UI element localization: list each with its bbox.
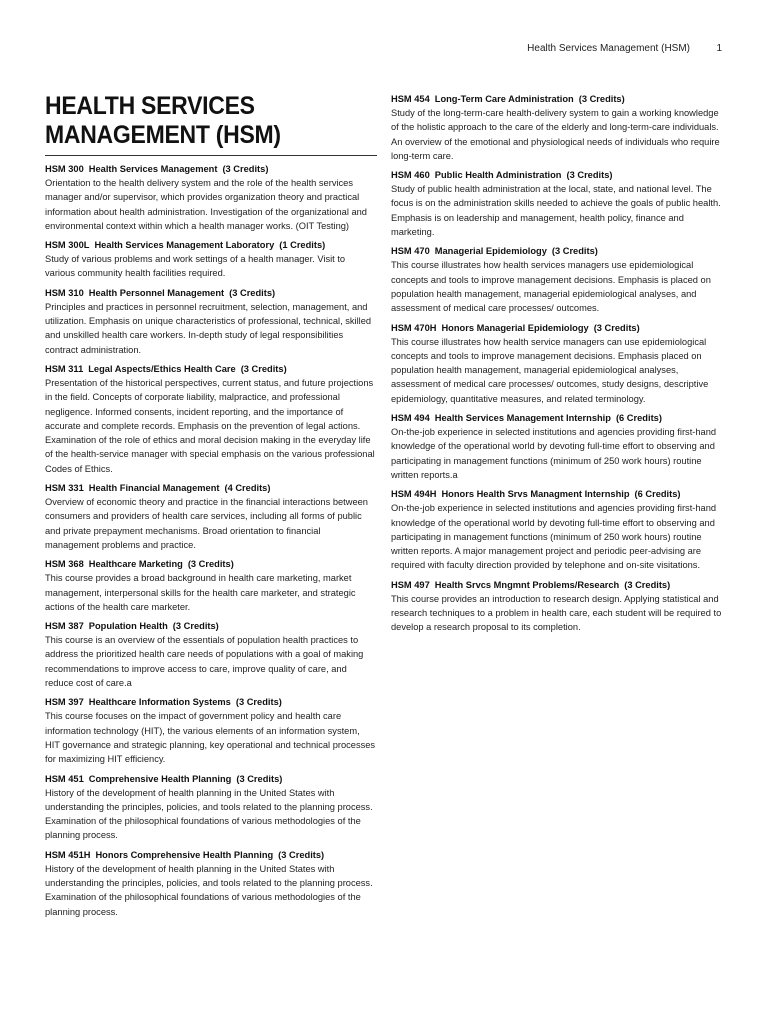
course-heading — [45, 848, 377, 862]
course-credits: (3 Credits) — [229, 287, 276, 298]
course-code: HSM 451H — [45, 849, 91, 860]
course-code: HSM 387 — [45, 621, 84, 632]
course-credits: (3 Credits) — [593, 322, 640, 333]
course-code: HSM 494 — [391, 413, 430, 424]
course-entry — [45, 619, 377, 690]
page-title — [45, 92, 350, 152]
course-code: HSM 368 — [45, 559, 84, 570]
course-credits: (3 Credits) — [187, 559, 234, 570]
course-code: HSM 470 — [391, 246, 430, 257]
course-heading — [45, 286, 377, 300]
course-description: Study of various problems and work settings of a health manager. Visit to various community health facilities required. — [45, 254, 346, 279]
course-description: On-the-job experience in selected institutions and agencies providing first-hand knowledge of the operational world by devoting full-time effort to observing and participating in management functions (minimum of 250 work hours) routine written reports.a — [391, 427, 717, 480]
course-name: Honors Health Srvs Managment Internship — [441, 489, 630, 500]
course-entry — [45, 481, 377, 552]
course-heading — [391, 578, 723, 592]
course-name: Honors Managerial Epidemiology — [441, 322, 589, 333]
course-name: Honors Comprehensive Health Planning — [95, 849, 274, 860]
course-description: This course focuses on the impact of government policy and health care information technology (HIT), the various elements of an information system, HIT governance and strategic planning, key operational and technical processes for maximizing HIT efficiency. — [45, 711, 376, 765]
course-code: HSM 494H — [391, 489, 437, 500]
course-name: Health Services Management — [88, 164, 218, 174]
course-heading — [391, 244, 723, 258]
course-heading — [391, 168, 723, 182]
course-code: HSM 310 — [45, 287, 84, 298]
course-entry — [45, 362, 377, 476]
page-title-line-1: HEALTH SERVICES — [45, 92, 255, 120]
course-heading — [45, 162, 377, 176]
course-credits: (3 Credits) — [235, 697, 282, 708]
course-description: Presentation of the historical perspectives, current status, and future projections in the field. Concepts of corporate liability, malpractice, and professional negligence. Informed consents, incident reporting, and the importance of accurate and complete records. Emphasis on the prevention of legal actions. Examination of the role of ethics and moral decision making in the everyday life of the health-service manager with special emphasis on the various professional Codes of Ethics. — [45, 377, 375, 474]
course-credits: (4 Credits) — [224, 483, 271, 494]
course-heading — [45, 619, 377, 633]
course-description: Principles and practices in personnel recruitment, selection, management, and utilization. Emphasis on unique characteristics of professional, technical, skilled and unskilled health care workers. In-depth study of legal responsibilities contract administration. — [45, 301, 372, 355]
course-credits: (3 Credits) — [240, 363, 287, 374]
course-description: This course illustrates how health services managers use epidemiological concepts and tools to improve management decisions. Emphasis is placed on population health management, managerial epidemiological analyses, and assessment of medical care processes/ outcomes. — [391, 260, 711, 314]
course-entry — [391, 321, 723, 406]
course-heading — [391, 487, 723, 501]
course-entry — [391, 168, 723, 239]
course-name: Health Services Management Internship — [434, 413, 611, 424]
course-description: Orientation to the health delivery system and the role of the health services manager and/or supervisor, which provides organization theory and practical information about health administration. Investigation of the organizational and environmental context within which a health manager works. (OIT Testing) — [45, 178, 367, 231]
course-name: Population Health — [88, 621, 168, 632]
course-description: This course provides a broad background in health care marketing, market management, interpersonal skills for the health care marketer, and strategic actions of the health care marketer. — [45, 573, 356, 612]
course-entry — [391, 244, 723, 315]
course-credits: (3 Credits) — [578, 94, 625, 104]
course-entry — [391, 578, 723, 635]
course-heading — [391, 92, 723, 106]
course-description: Study of public health administration at the local, state, and national level. The focus is on the administration skills needed to achieve the goals of public health. Emphasis is on leadership and management, health policy, finance and marketing. — [391, 184, 721, 238]
course-heading — [45, 695, 377, 709]
course-credits: (3 Credits) — [278, 849, 325, 860]
course-name: Healthcare Marketing — [88, 559, 183, 570]
course-heading — [45, 772, 377, 786]
course-heading — [45, 557, 377, 571]
course-entry — [45, 557, 377, 614]
course-code: HSM 300L — [45, 240, 90, 251]
course-code: HSM 460 — [391, 170, 430, 181]
course-credits: (3 Credits) — [566, 170, 613, 181]
course-credits: (1 Credits) — [279, 240, 326, 251]
course-heading — [391, 411, 723, 425]
right-course-list — [391, 92, 723, 635]
course-entry — [391, 487, 723, 572]
course-code: HSM 470H — [391, 322, 437, 333]
title-divider — [45, 155, 377, 156]
course-description: This course provides an introduction to research design. Applying statistical and research techniques to a problem in health care, each student will be required to develop a research proposal to its completion. — [391, 593, 722, 633]
page-header — [0, 43, 768, 57]
course-entry — [45, 238, 377, 281]
left-column — [45, 92, 377, 924]
course-credits: (3 Credits) — [222, 164, 269, 174]
course-entry — [45, 286, 377, 357]
page-title-line-2: MANAGEMENT (HSM) — [45, 121, 281, 149]
course-credits: (6 Credits) — [615, 413, 662, 424]
course-credits: (6 Credits) — [634, 489, 681, 500]
course-name: Healthcare Information Systems — [88, 697, 231, 708]
course-name: Health Personnel Management — [88, 287, 225, 298]
course-heading — [45, 238, 377, 252]
course-credits: (3 Credits) — [236, 773, 283, 784]
course-code: HSM 331 — [45, 483, 84, 494]
course-entry — [45, 772, 377, 843]
course-description: History of the development of health planning in the United States with understanding the principles, policies, and tools related to the planning process. Examination of the philosophical foundations of various methodologies of the planning process. — [45, 787, 373, 841]
course-name: Comprehensive Health Planning — [88, 773, 232, 784]
course-entry — [45, 695, 377, 766]
course-credits: (3 Credits) — [172, 621, 219, 632]
course-credits: (3 Credits) — [551, 246, 598, 257]
course-name: Legal Aspects/Ethics Health Care — [88, 363, 236, 374]
course-description: On-the-job experience in selected institutions and agencies providing first-hand knowledge of the operational world by devoting full-time effort to observing and participating in management functions (minimum of 250 work hours) routine written reports. A major management project and periodic peer-advising are required with faculty direction provided by telephone and on-site visitations. — [391, 503, 717, 571]
course-description: Study of the long-term-care health-delivery system to gain a working knowledge of the holistic approach to the care of the elderly and long-term-care individuals. An overview of the emotional and physiological needs of individuals who require long-term care. — [391, 108, 720, 161]
right-column — [391, 92, 723, 640]
course-name: Health Services Management Laboratory — [94, 240, 275, 251]
course-entry — [391, 92, 723, 163]
course-credits: (3 Credits) — [624, 579, 671, 590]
course-code: HSM 497 — [391, 579, 430, 590]
course-code: HSM 397 — [45, 697, 84, 708]
course-entry — [45, 162, 377, 233]
course-entry — [391, 411, 723, 482]
course-code: HSM 451 — [45, 773, 84, 784]
course-code: HSM 454 — [391, 94, 430, 104]
page-number: 1 — [716, 43, 722, 54]
course-heading — [45, 481, 377, 495]
course-heading — [45, 362, 377, 376]
course-name: Health Srvcs Mngmnt Problems/Research — [434, 579, 620, 590]
course-description: This course is an overview of the essentials of population health practices to address the prioritized health care needs of populations with a goal of making recommendations to improve access to care, improve quality of care, and reduce cost of care.a — [45, 635, 364, 689]
course-name: Managerial Epidemiology — [434, 246, 547, 257]
course-description: Overview of economic theory and practice in the financial interactions between consumers and providers of health care services, including all forms of public and private prepayment mechanisms. Broad orientation to financial management problems and practice. — [45, 497, 368, 550]
left-course-list — [45, 162, 377, 919]
course-entry — [45, 848, 377, 919]
course-code: HSM 311 — [45, 363, 84, 374]
running-title: Health Services Management (HSM) — [527, 43, 690, 54]
course-name: Long-Term Care Administration — [434, 94, 574, 104]
course-code: HSM 300 — [45, 164, 84, 174]
course-description: This course illustrates how health service managers can use epidemiological concepts and tools to improve management decisions. Emphasis placed on population health management, managerial epidemiological analyses, assessment of medical care processes/ outcomes, study designs, descriptive epidemiology, quantitative measures, and related terminology. — [391, 336, 709, 404]
course-description: History of the development of health planning in the United States with understanding the principles, policies, and tools related to the planning process. Examination of the philosophical foundations of various methodologies of the planning process. — [45, 863, 373, 917]
course-name: Health Financial Management — [88, 483, 220, 494]
course-heading — [391, 321, 723, 335]
course-name: Public Health Administration — [434, 170, 562, 181]
